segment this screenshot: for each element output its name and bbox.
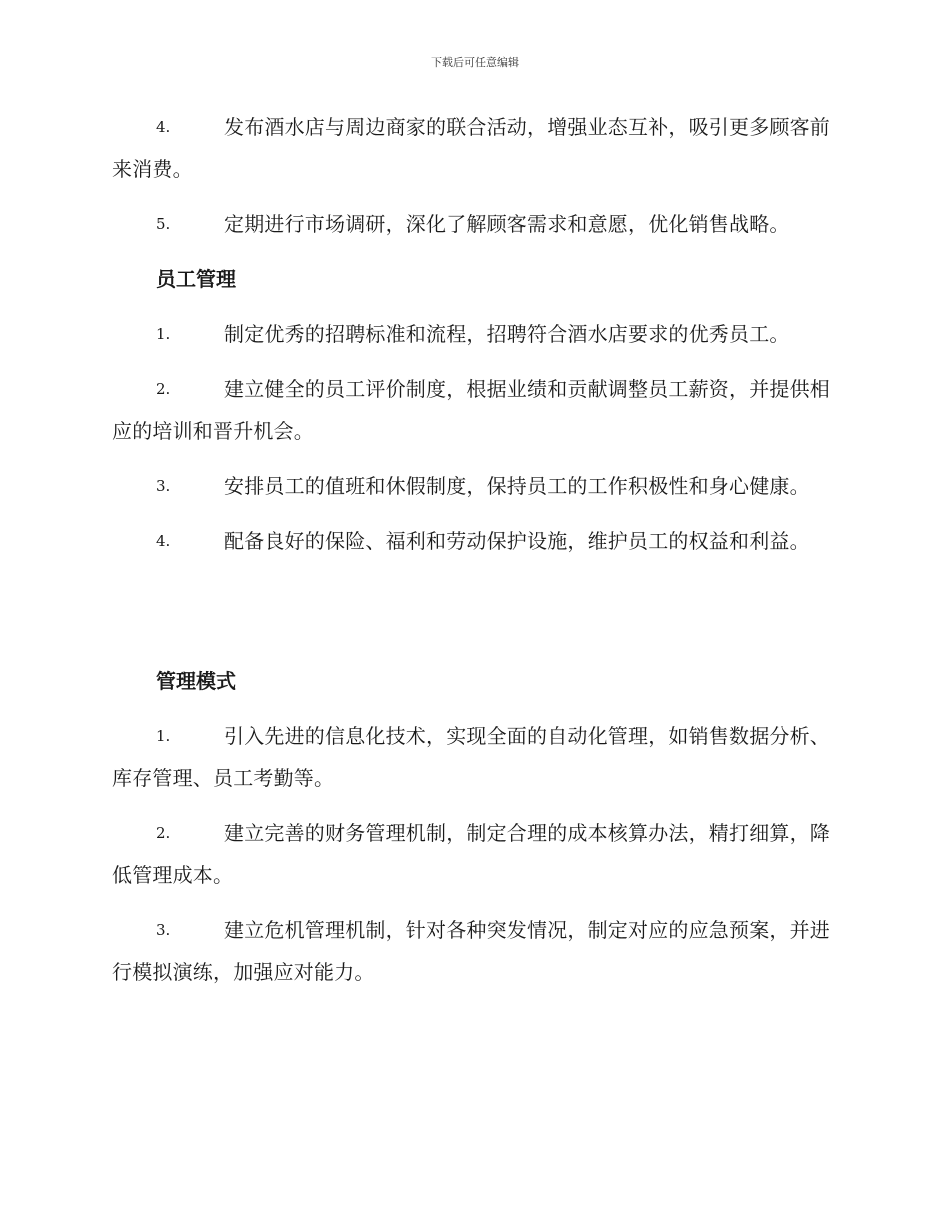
list-number: 4. [156, 118, 171, 136]
list-text: 建立完善的财务管理机制，制定合理的成本核算办法，精打细算，降低管理成本。 [112, 821, 830, 887]
list-number: 1. [156, 325, 171, 343]
list-item [112, 203, 837, 245]
list-item [112, 715, 837, 799]
list-text: 定期进行市场调研，深化了解顾客需求和意愿，优化销售战略。 [224, 212, 790, 236]
header-note: 下载后可任意编辑 [431, 56, 519, 69]
list-number: 1. [156, 727, 171, 745]
marketing-list [112, 106, 837, 245]
list-item [112, 465, 837, 507]
list-item [112, 106, 837, 190]
list-number: 2. [156, 380, 171, 398]
staff-section [112, 258, 837, 562]
mode-section [112, 660, 837, 993]
section-heading: 员工管理 [156, 267, 236, 291]
list-number: 2. [156, 824, 171, 842]
list-number: 3. [156, 921, 171, 939]
list-text: 发布酒水店与周边商家的联合活动，增强业态互补，吸引更多顾客前来消费。 [112, 115, 830, 181]
list-text: 建立危机管理机制，针对各种突发情况，制定对应的应急预案，并进行模拟演练，加强应对能力。 [112, 918, 830, 984]
section-heading: 管理模式 [156, 669, 236, 693]
list-item [112, 520, 837, 562]
list-item [112, 368, 837, 452]
list-text: 引入先进的信息化技术，实现全面的自动化管理，如销售数据分析、库存管理、员工考勤等。 [112, 724, 830, 790]
list-number: 3. [156, 477, 171, 495]
list-text: 建立健全的员工评价制度，根据业绩和贡献调整员工薪资，并提供相应的培训和晋升机会。 [112, 377, 830, 443]
list-item [112, 909, 837, 993]
list-text: 安排员工的值班和休假制度，保持员工的工作积极性和身心健康。 [224, 474, 810, 498]
list-text: 制定优秀的招聘标准和流程，招聘符合酒水店要求的优秀员工。 [224, 322, 790, 346]
list-text: 配备良好的保险、福利和劳动保护设施，维护员工的权益和利益。 [224, 529, 810, 553]
list-item [112, 313, 837, 355]
list-number: 5. [156, 215, 171, 233]
list-item [112, 812, 837, 896]
list-number: 4. [156, 532, 171, 550]
